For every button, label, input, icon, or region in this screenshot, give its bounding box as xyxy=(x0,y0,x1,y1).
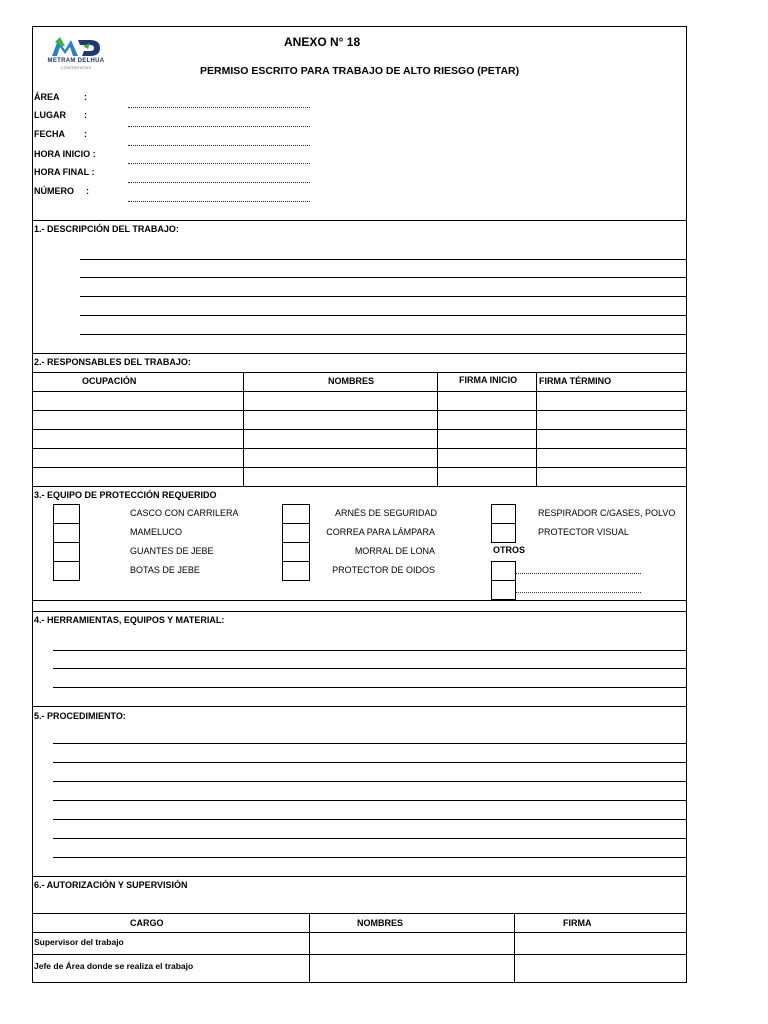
divider xyxy=(32,353,687,354)
table-col-line xyxy=(514,913,515,983)
otros-checkbox[interactable] xyxy=(491,561,516,581)
ppe-label: RESPIRADOR C/GASES, POLVO xyxy=(538,508,676,518)
field-label-lugar: LUGAR xyxy=(34,110,66,120)
ppe-checkbox[interactable] xyxy=(282,542,310,562)
section2-title: 2.- RESPONSABLES DEL TRABAJO: xyxy=(34,357,191,367)
procedure-line[interactable] xyxy=(53,838,687,839)
col-header-ocupacion: OCUPACIÓN xyxy=(82,376,137,386)
divider xyxy=(32,706,687,707)
ppe-checkbox[interactable] xyxy=(282,561,310,581)
table-line xyxy=(32,954,687,955)
table-col-line xyxy=(309,913,310,983)
field-line-fecha[interactable] xyxy=(128,145,310,146)
table-line xyxy=(32,391,687,392)
ppe-checkbox[interactable] xyxy=(282,523,310,543)
field-label-fecha: FECHA xyxy=(34,129,65,139)
description-line[interactable] xyxy=(80,334,687,335)
col-header-firma-termino: FIRMA TÉRMINO xyxy=(539,376,612,386)
logo-text: METRAM DELHUA xyxy=(47,58,105,64)
field-label-area: ÁREA xyxy=(34,92,60,102)
procedure-line[interactable] xyxy=(53,743,687,744)
field-sep-area: : xyxy=(84,92,87,102)
field-line-hora-inicio[interactable] xyxy=(128,163,310,164)
table-line xyxy=(32,932,687,933)
procedure-line[interactable] xyxy=(53,857,687,858)
field-sep-numero: : xyxy=(86,186,89,196)
field-sep-lugar: : xyxy=(84,110,87,120)
tools-line[interactable] xyxy=(53,668,687,669)
table-line xyxy=(32,372,687,373)
procedure-line[interactable] xyxy=(53,819,687,820)
otros-checkbox[interactable] xyxy=(491,580,516,600)
ppe-label: GUANTES DE JEBE xyxy=(130,546,214,556)
procedure-line[interactable] xyxy=(53,762,687,763)
table-line xyxy=(32,448,687,449)
ppe-label: PROTECTOR VISUAL xyxy=(538,527,629,537)
ppe-checkbox[interactable] xyxy=(491,504,516,524)
otros-label: OTROS xyxy=(493,545,526,555)
form-title: PERMISO ESCRITO PARA TRABAJO DE ALTO RIESGO (PETAR) xyxy=(200,65,520,77)
table-line xyxy=(32,486,687,487)
field-line-lugar[interactable] xyxy=(128,126,310,127)
field-line-area[interactable] xyxy=(128,107,310,108)
col-header-nombres: NOMBRES xyxy=(357,918,404,928)
section3-title: 3.- EQUIPO DE PROTECCIÓN REQUERIDO xyxy=(34,490,217,500)
table-col-line xyxy=(536,372,537,486)
ppe-checkbox[interactable] xyxy=(53,561,80,581)
field-label-numero: NÚMERO xyxy=(34,186,74,196)
divider xyxy=(32,600,687,601)
field-line-hora-final[interactable] xyxy=(128,182,310,183)
ppe-checkbox[interactable] xyxy=(53,504,80,524)
field-line-numero[interactable] xyxy=(128,201,310,202)
ppe-label: CASCO CON CARRILERA xyxy=(130,508,239,518)
ppe-label: ARNÉS DE SEGURIDAD xyxy=(335,508,438,518)
col-header-nombres: NOMBRES xyxy=(328,376,375,386)
description-line[interactable] xyxy=(80,259,687,260)
ppe-checkbox[interactable] xyxy=(282,504,310,524)
otros-line[interactable] xyxy=(516,573,641,574)
ppe-label: PROTECTOR DE OIDOS xyxy=(332,565,435,575)
table-col-line xyxy=(243,372,244,486)
table-line xyxy=(32,913,687,914)
ppe-checkbox[interactable] xyxy=(491,523,516,543)
divider xyxy=(32,876,687,877)
ppe-label: BOTAS DE JEBE xyxy=(130,565,200,575)
section6-title: 6.- AUTORIZACIÓN Y SUPERVISIÓN xyxy=(34,880,188,890)
section4-title: 4.- HERRAMIENTAS, EQUIPOS Y MATERIAL: xyxy=(34,615,225,625)
col-header-firma-inicio: FIRMA INICIO xyxy=(459,375,518,385)
company-logo xyxy=(38,34,114,72)
tools-line[interactable] xyxy=(53,650,687,651)
tools-line[interactable] xyxy=(53,687,687,688)
row-label-jefe-area: Jefe de Área donde se realiza el trabajo xyxy=(34,961,194,971)
row-label-supervisor: Supervisor del trabajo xyxy=(34,937,124,947)
form-frame xyxy=(32,26,687,983)
description-line[interactable] xyxy=(80,277,687,278)
ppe-label: CORREA PARA LÁMPARA xyxy=(326,527,435,537)
section5-title: 5.- PROCEDIMIENTO: xyxy=(34,711,126,721)
section1-title: 1.- DESCRIPCIÓN DEL TRABAJO: xyxy=(34,224,179,234)
description-line[interactable] xyxy=(80,296,687,297)
ppe-label: MORRAL DE LONA xyxy=(354,546,435,556)
field-label-hora-inicio: HORA INICIO : xyxy=(34,149,96,159)
table-line xyxy=(32,429,687,430)
divider xyxy=(32,611,687,612)
table-line xyxy=(32,410,687,411)
table-line xyxy=(32,467,687,468)
col-header-cargo: CARGO xyxy=(130,918,164,928)
ppe-label: MAMELUCO xyxy=(130,527,183,537)
procedure-line[interactable] xyxy=(53,800,687,801)
logo-subtext: CONTRATISTAS xyxy=(60,65,92,70)
divider xyxy=(32,220,687,221)
annex-number: ANEXO N° 18 xyxy=(284,35,361,49)
table-col-line xyxy=(437,372,438,486)
ppe-checkbox[interactable] xyxy=(53,523,80,543)
field-label-hora-final: HORA FINAL : xyxy=(34,167,95,177)
procedure-line[interactable] xyxy=(53,781,687,782)
ppe-checkbox[interactable] xyxy=(53,542,80,562)
otros-line[interactable] xyxy=(516,592,641,593)
field-sep-fecha: : xyxy=(84,129,87,139)
col-header-firma: FIRMA xyxy=(563,918,592,928)
description-line[interactable] xyxy=(80,315,687,316)
